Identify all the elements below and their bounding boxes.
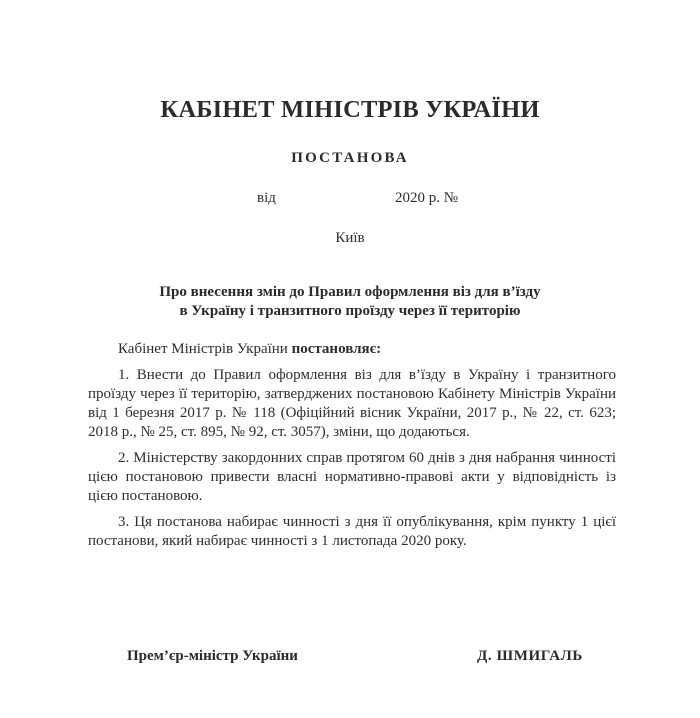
intro-paragraph [88,340,616,359]
date-from-label: від [257,190,276,206]
document-type: ПОСТАНОВА [291,150,409,166]
document-body [88,340,616,551]
paragraph-3: 3. Ця постанова набирає чинності з дня її опублікування, крім пункту 1 цієї постанови, який набирає чинності з 1 листопада 2020 року. [88,514,616,549]
city: Київ [335,230,365,246]
intro-action: постановляє: [291,341,382,357]
date-year-number: 2020 р. № [395,190,459,206]
signatory-title: Прем’єр-міністр України [127,648,298,664]
subject-line: Про внесення змін до Правил оформлення віз для в’їзду [159,284,541,300]
paragraph-1: 1. Внести до Правил оформлення віз для в’їзду в Україну і транзитного проїзду через її територію, затверджених постановою Кабінету Міністрів України від 1 березня 2017 р. № 118 (Офіційний вісник України, 2017 р., № 22, ст. 623; 2018 р., № 25, ст. 895, № 92, ст. 3057), зміни, що додаються. [88,367,616,440]
paragraph-2: 2. Міністерству закордонних справ протягом 60 днів з дня набрання чинності цією постановою привести власні нормативно-правові акти у відповідність із цією постановою. [88,450,616,504]
subject-title [0,283,700,321]
signatory-name: Д. ШМИГАЛЬ [477,648,583,664]
subject-line: в Україну і транзитного проїзду через її територію [179,303,521,319]
intro-text: Кабінет Міністрів України [118,341,292,357]
issuer-heading: КАБІНЕТ МІНІСТРІВ УКРАЇНИ [160,96,540,123]
